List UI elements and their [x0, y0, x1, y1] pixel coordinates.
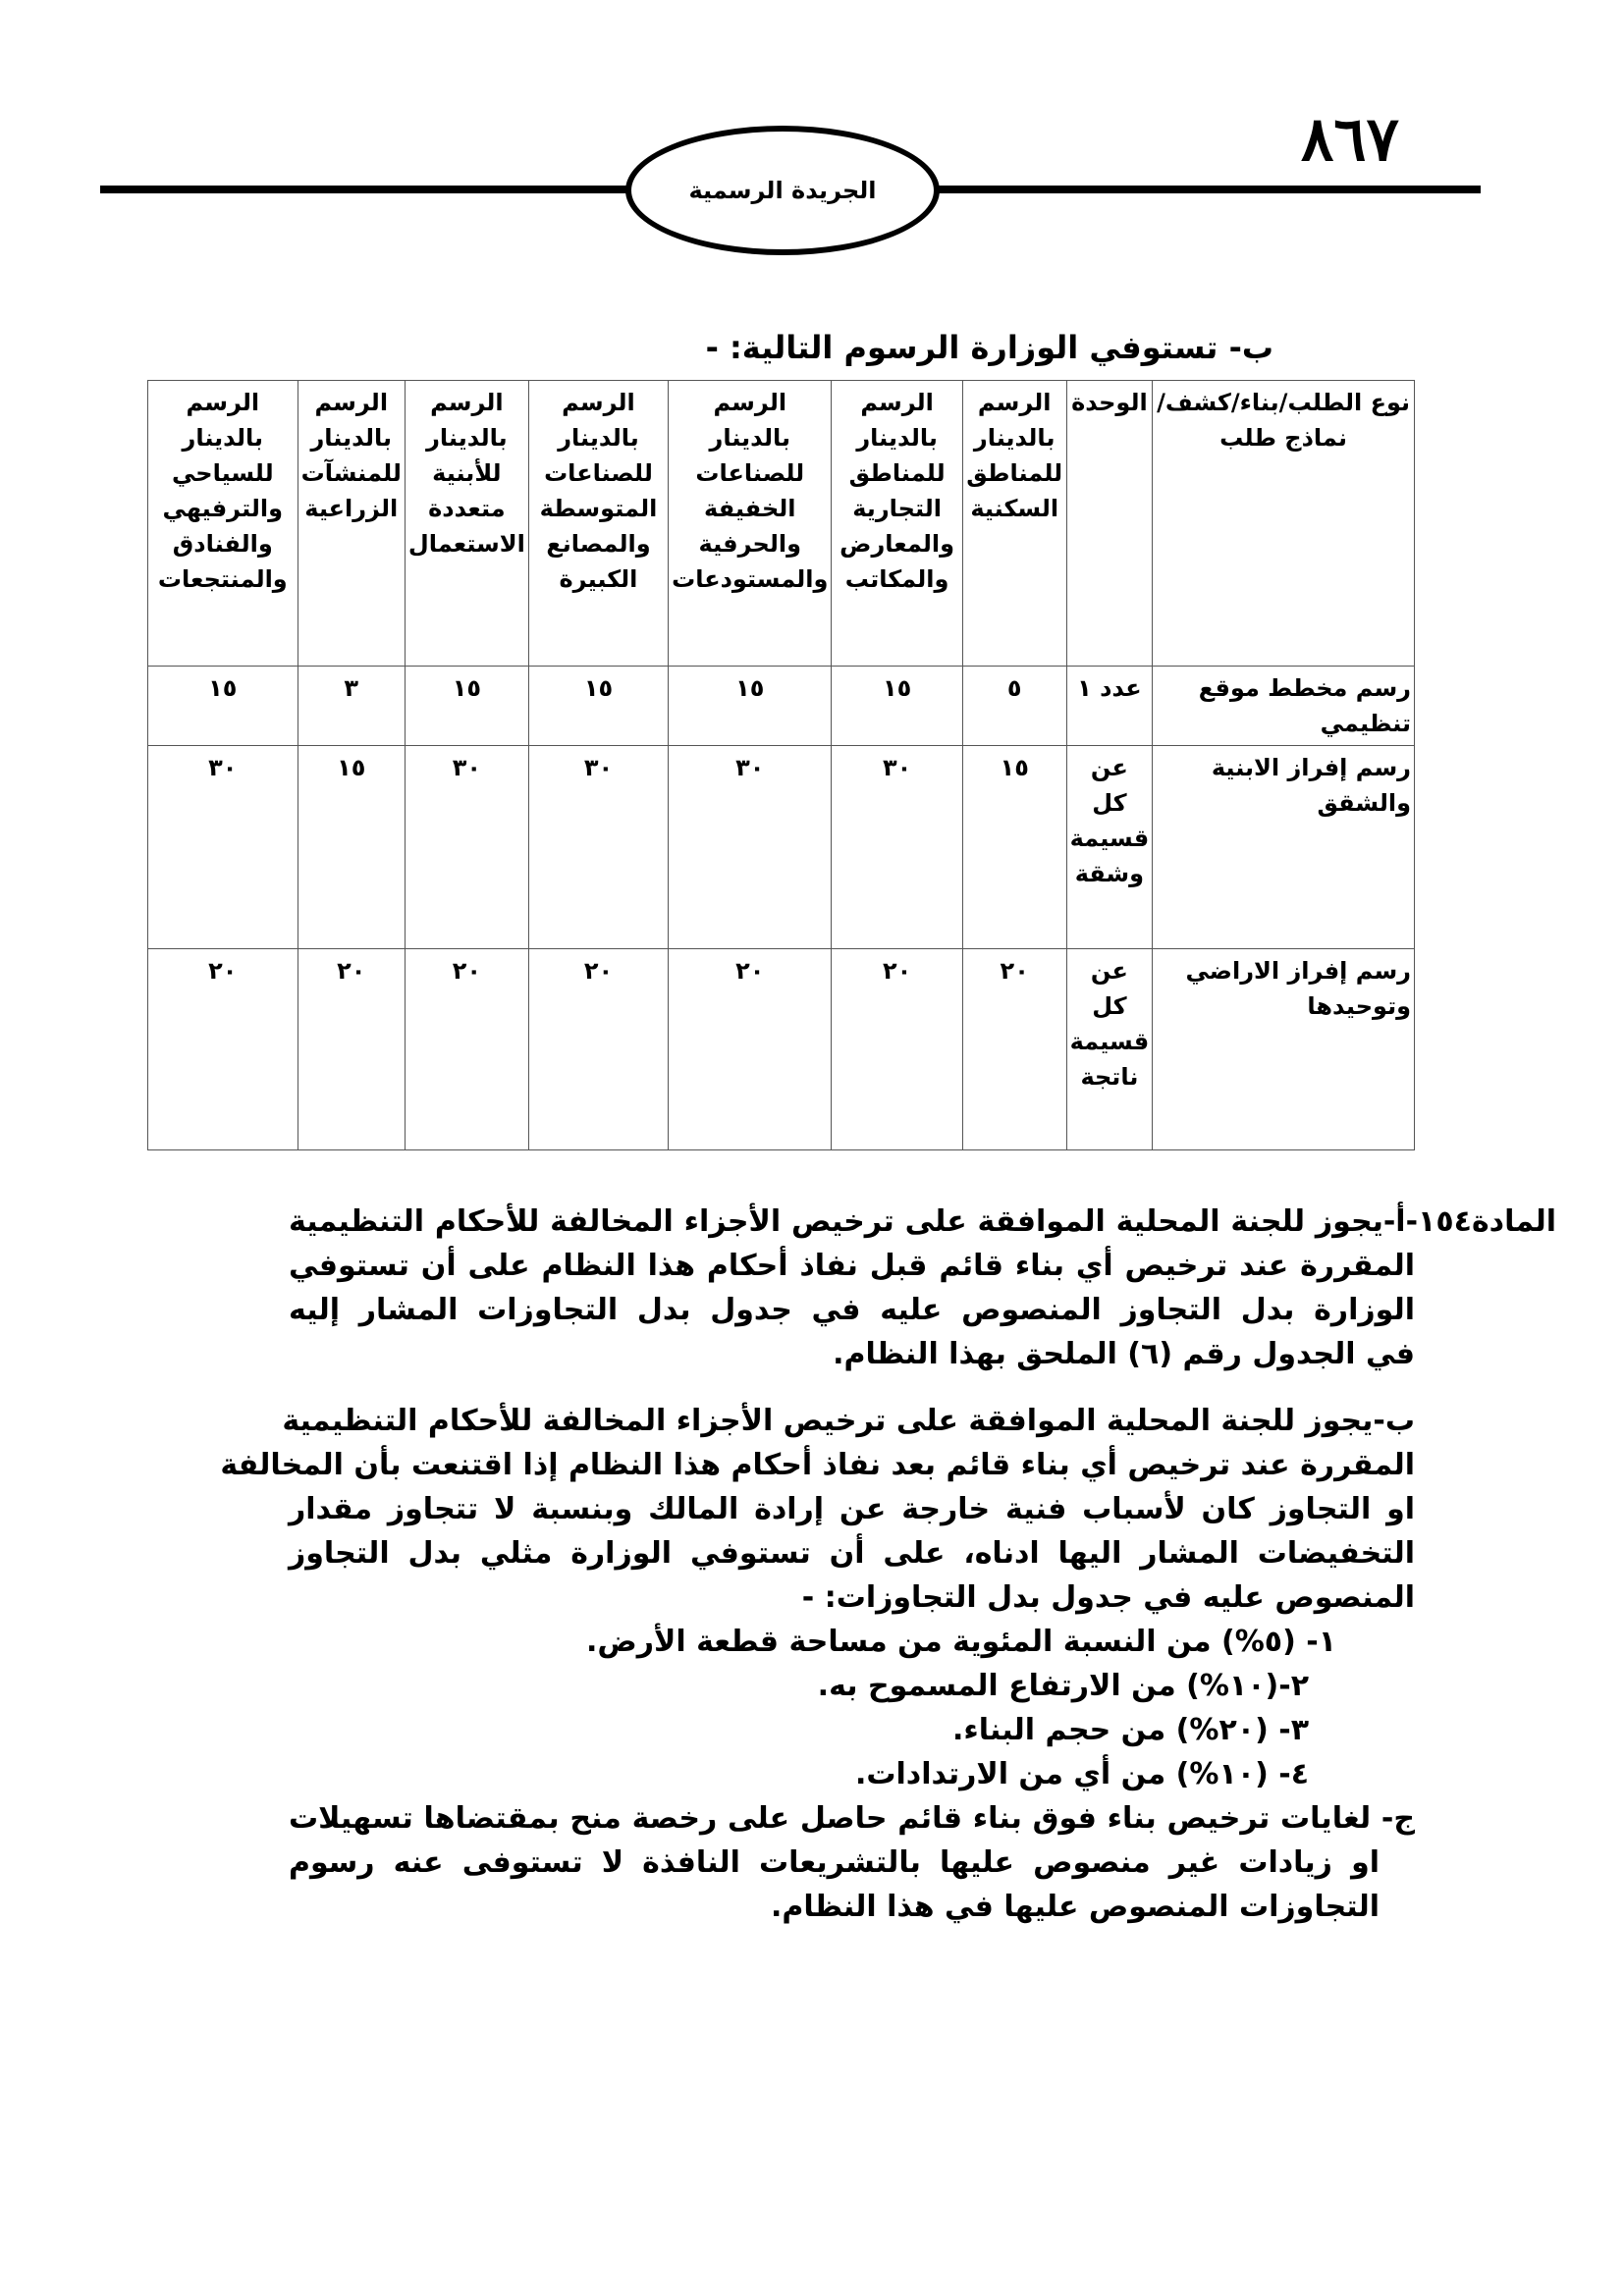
list-item: ٤- (١٠%) من أي من الارتدادات. [854, 1757, 1309, 1791]
list-item: ١- (٥%) من النسبة المئوية من مساحة قطعة الأرض. [585, 1625, 1336, 1659]
table-row [148, 746, 1415, 949]
fee-cell: ٣٠ [832, 746, 962, 949]
table-row [148, 667, 1415, 746]
row-type: رسم إفراز الابنية والشقق [1153, 746, 1415, 949]
fee-cell: ٣٠ [148, 746, 298, 949]
article-154-a [289, 1200, 1556, 1376]
text-line: او زيادات غير منصوص عليها بالتشريعات النافذة لا تستوفى عنه رسوم [289, 1845, 1380, 1880]
text-line: التجاوزات المنصوص عليها في هذا النظام. [770, 1890, 1380, 1924]
text-line: ب-يجوز للجنة المحلية الموافقة على ترخيص الأجزاء المخالفة للأحكام التنظيمية [282, 1404, 1415, 1438]
fee-cell: ٣٠ [528, 746, 668, 949]
text-line: التخفيضات المشار اليها ادناه، على أن تستوفي الوزارة مثلي بدل التجاوز [289, 1536, 1415, 1571]
fee-cell: ٣٠ [405, 746, 528, 949]
fee-cell: ١٥ [298, 746, 405, 949]
fee-cell: ٢٠ [405, 949, 528, 1150]
row-type: رسم مخطط موقع تنظيمي [1153, 667, 1415, 746]
fee-cell: ١٥ [962, 746, 1066, 949]
fee-cell: ١٥ [669, 667, 832, 746]
fee-cell: ١٥ [528, 667, 668, 746]
row-unit: عن كل قسيمة وشقة [1066, 746, 1153, 949]
header-cell: الرسم بالدينار للصناعات المتوسطة والمصانع الكبيرة [528, 381, 668, 667]
row-type: رسم إفراز الاراضي وتوحيدها [1153, 949, 1415, 1150]
page-number: ٨٦٧ [1301, 103, 1399, 175]
fee-cell: ٢٠ [962, 949, 1066, 1150]
row-unit: عن كل قسيمة ناتجة [1066, 949, 1153, 1150]
table-row [148, 949, 1415, 1150]
header-cell: الرسم بالدينار للصناعات الخفيفة والحرفية والمستودعات [669, 381, 832, 667]
header-cell: الوحدة [1066, 381, 1153, 667]
header-cell: الرسم بالدينار للمناطق التجارية والمعارض والمكاتب [832, 381, 962, 667]
fee-cell: ٣٠ [669, 746, 832, 949]
fee-cell: ٢٠ [148, 949, 298, 1150]
fee-cell: ٣ [298, 667, 405, 746]
fee-cell: ١٥ [405, 667, 528, 746]
journal-title: الجريدة الرسمية [688, 177, 877, 204]
text-line: في الجدول رقم (٦) الملحق بهذا النظام. [833, 1337, 1415, 1371]
text-line: او التجاوز كان لأسباب فنية خارجة عن إرادة المالك وبنسبة لا تتجاوز مقدار [289, 1492, 1415, 1526]
list-item: ٢-(١٠%) من الارتفاع المسموح به. [817, 1669, 1309, 1703]
fee-cell: ٢٠ [528, 949, 668, 1150]
header-cell: الرسم بالدينار للمنشآت الزراعية [298, 381, 405, 667]
text-line: ج- لغايات ترخيص بناء فوق بناء قائم حاصل على رخصة منح بمقتضاها تسهيلات [289, 1801, 1415, 1836]
journal-title-oval [625, 126, 940, 255]
fee-cell: ١٥ [832, 667, 962, 746]
list-item: ٣- (٢٠%) من حجم البناء. [951, 1713, 1309, 1747]
text-line: المقررة عند ترخيص أي بناء قائم بعد نفاذ أحكام هذا النظام إذا اقتنعت بأن المخالفة [220, 1448, 1415, 1482]
text-line: المقررة عند ترخيص أي بناء قائم قبل نفاذ أحكام هذا النظام على أن تستوفي [289, 1249, 1415, 1283]
header-cell: نوع الطلب/بناء/كشف/نماذج طلب [1153, 381, 1415, 667]
article-154-b [220, 1399, 1415, 1796]
fee-cell: ٢٠ [832, 949, 962, 1150]
fee-cell: ٥ [962, 667, 1066, 746]
text-line: الوزارة بدل التجاوز المنصوص عليه في جدول بدل التجاوزات المشار إليه [289, 1293, 1415, 1327]
header-cell: الرسم بالدينار للأبنية متعددة الاستعمال [405, 381, 528, 667]
header-cell: الرسم بالدينار للمناطق السكنية [962, 381, 1066, 667]
fee-cell: ٢٠ [669, 949, 832, 1150]
fee-cell: ٢٠ [298, 949, 405, 1150]
article-154-c [289, 1796, 1415, 1929]
text-line: المنصوص عليه في جدول بدل التجاوزات: - [801, 1580, 1415, 1615]
fees-table [147, 380, 1415, 1150]
text-line: المادة١٥٤-أ-يجوز للجنة المحلية الموافقة على ترخيص الأجزاء المخالفة للأحكام التنظيمية [289, 1204, 1556, 1239]
section-subtitle: ب- تستوفي الوزارة الرسوم التالية: - [705, 329, 1273, 366]
fee-cell: ١٥ [148, 667, 298, 746]
table-header-row [148, 381, 1415, 667]
header-cell: الرسم بالدينار للسياحي والترفيهي والفنادق والمنتجعات [148, 381, 298, 667]
row-unit: عدد ١ [1066, 667, 1153, 746]
